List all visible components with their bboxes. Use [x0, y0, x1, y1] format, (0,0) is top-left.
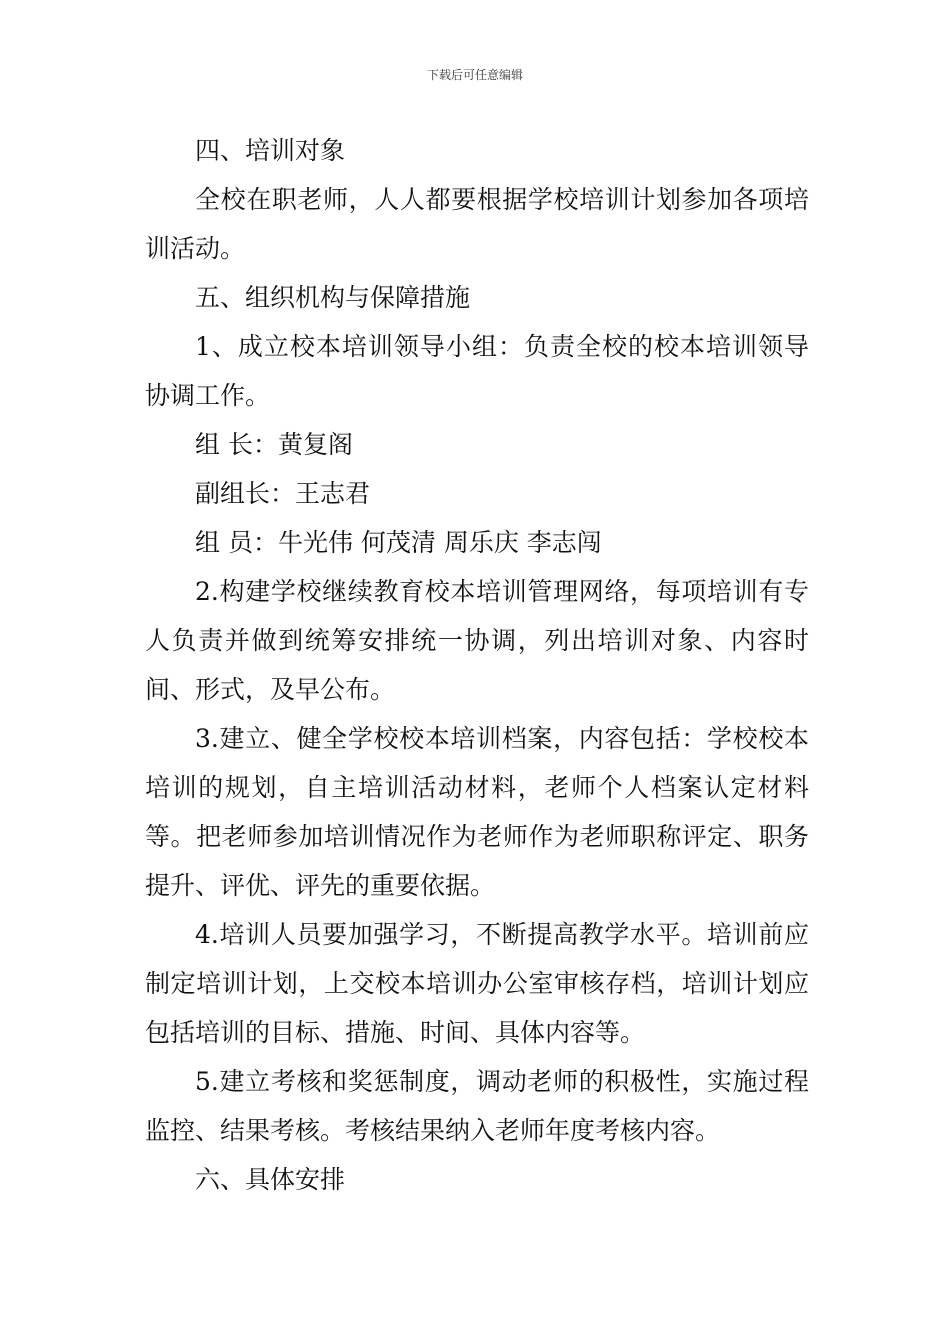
paragraph-leadership-group: 1、成立校本培训领导小组：负责全校的校本培训领导协调工作。 [145, 332, 809, 410]
paragraph-group-leader: 组 长：黄复阁 [195, 430, 353, 459]
paragraph-training-targets: 全校在职老师，人人都要根据学校培训计划参加各项培训活动。 [145, 185, 809, 263]
document-body [145, 126, 809, 1204]
section-heading-arrangement: 六、具体安排 [195, 1165, 346, 1194]
page-header-note: 下载后可任意编辑 [426, 68, 523, 82]
section-heading-training-targets: 四、培训对象 [195, 136, 346, 165]
section-heading-organization: 五、组织机构与保障措施 [195, 283, 471, 312]
paragraph-management-network: 2.构建学校继续教育校本培训管理网络，每项培训有专人负责并做到统筹安排统一协调，列出培训对象、内容时间、形式，及早公布。 [145, 577, 809, 704]
paragraph-training-plan: 4.培训人员要加强学习，不断提高教学水平。培训前应制定培训计划，上交校本培训办公室审核存档，培训计划应包括培训的目标、措施、时间、具体内容等。 [145, 920, 809, 1047]
paragraph-assessment-system: 5.建立考核和奖惩制度，调动老师的积极性，实施过程监控、结果考核。考核结果纳入老师年度考核内容。 [145, 1067, 809, 1145]
paragraph-group-members: 组 员：牛光伟 何茂清 周乐庆 李志闯 [195, 528, 602, 557]
paragraph-deputy-leader: 副组长：王志君 [195, 479, 371, 508]
paragraph-training-archive: 3.建立、健全学校校本培训档案，内容包括：学校校本培训的规划，自主培训活动材料，老师个人档案认定材料等。把老师参加培训情况作为老师作为老师职称评定、职务提升、评优、评先的重要依据。 [145, 724, 809, 900]
